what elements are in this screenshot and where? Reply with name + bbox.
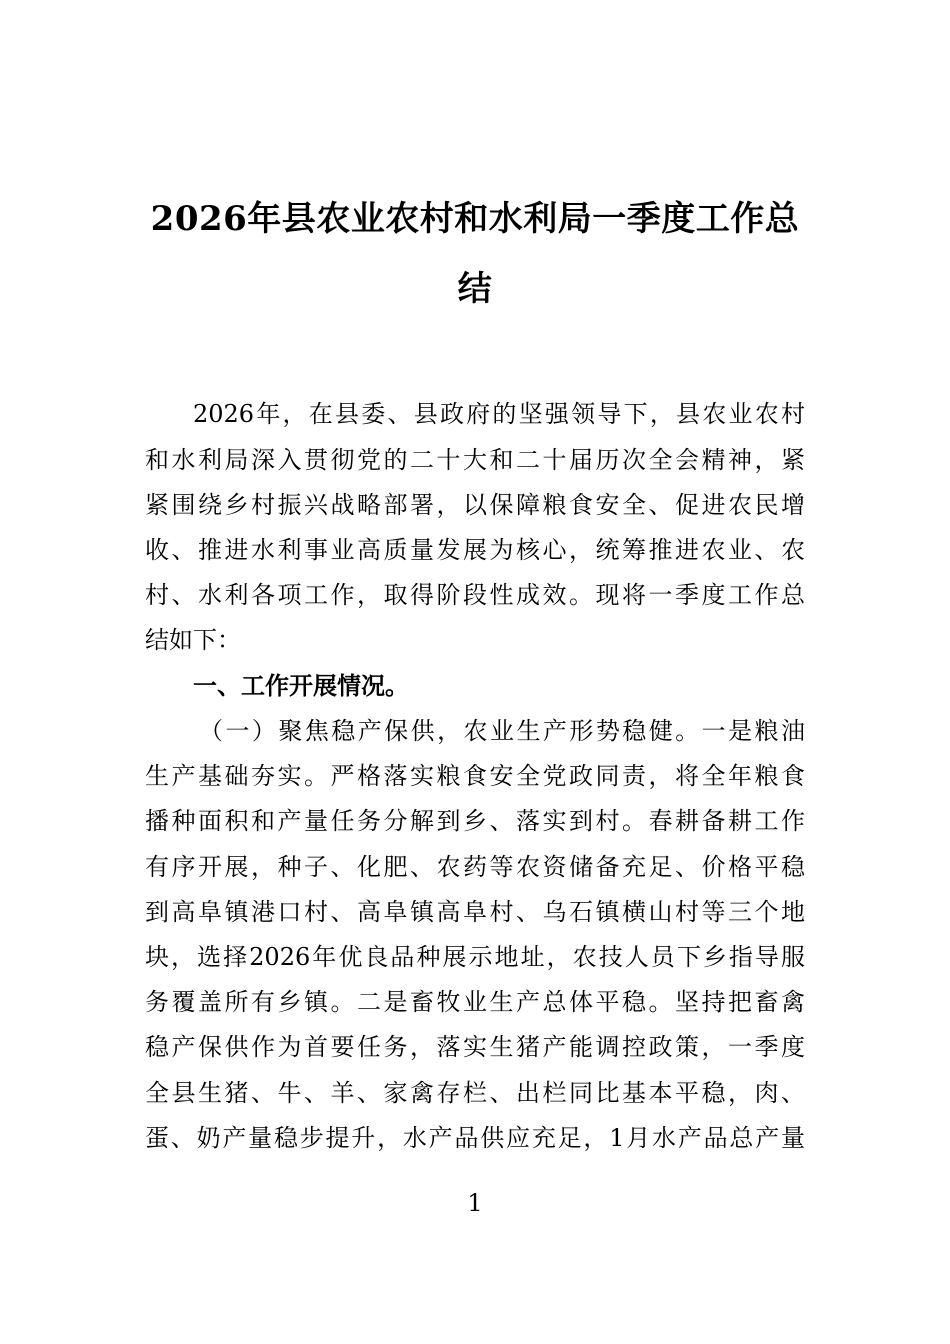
intro-line: 2026年，在县委、县政府的坚强领导下，县农业农村 xyxy=(193,400,805,428)
body-line: 播种面积和产量任务分解到乡、落实到村。春耕备耕工作 xyxy=(145,807,805,835)
body-line: 全县生猪、牛、羊、家禽存栏、出栏同比基本平稳，肉、 xyxy=(145,1079,805,1107)
intro-line: 紧围绕乡村振兴战略部署，以保障粮食安全、促进农民增 xyxy=(145,491,805,519)
body-line: 生产基础夯实。严格落实粮食安全党政同责，将全年粮食 xyxy=(145,762,805,790)
document-title-line-1: 2026年县农业农村和水利局一季度工作总 xyxy=(150,199,800,239)
body-line: 到高阜镇港口村、高阜镇高阜村、乌石镇横山村等三个地 xyxy=(145,898,805,926)
intro-line: 收、推进水利事业高质量发展为核心，统筹推进农业、农 xyxy=(145,536,805,564)
body-line: 蛋、奶产量稳步提升，水产品供应充足，1月水产品总产量 xyxy=(145,1124,805,1152)
section-heading: 一、工作开展情况。 xyxy=(193,672,409,700)
intro-line: 村、水利各项工作，取得阶段性成效。现将一季度工作总 xyxy=(145,581,805,609)
body-line: 块，选择2026年优良品种展示地址，农技人员下乡指导服 xyxy=(145,943,805,971)
body-line: 务覆盖所有乡镇。二是畜牧业生产总体平稳。坚持把畜禽 xyxy=(145,988,805,1016)
page-number: 1 xyxy=(467,1189,483,1217)
intro-line: 和水利局深入贯彻党的二十大和二十届历次全会精神，紧 xyxy=(145,446,805,474)
body-line: （一）聚焦稳产保供，农业生产形势稳健。一是粮油 xyxy=(199,717,805,745)
body-line: 稳产保供作为首要任务，落实生猪产能调控政策，一季度 xyxy=(145,1033,805,1061)
intro-line: 结如下： xyxy=(145,626,241,654)
document-title-line-2: 结 xyxy=(457,269,493,309)
body-line: 有序开展，种子、化肥、农药等农资储备充足、价格平稳 xyxy=(145,853,805,881)
